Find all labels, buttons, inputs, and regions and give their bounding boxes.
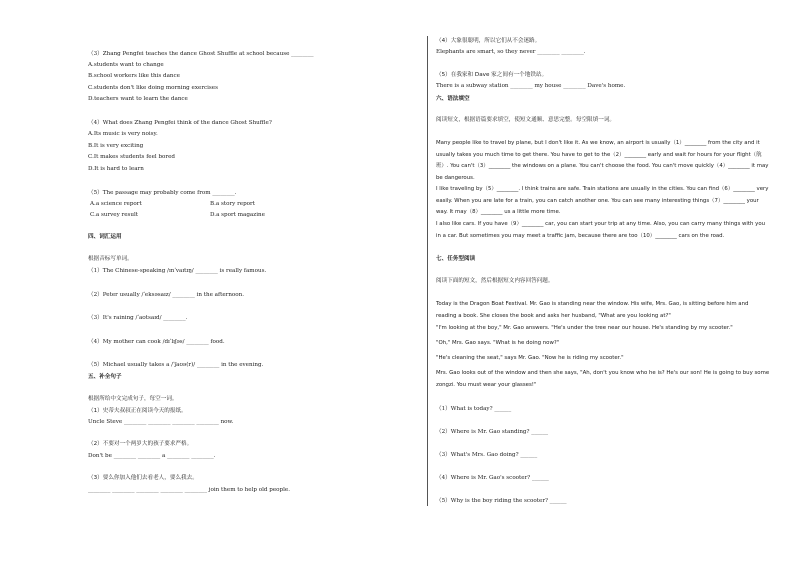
section-4-item-5: （5）Michael usually takes a /ˈʃaʊə(r)/ ________ in the evening. (88, 362, 264, 368)
section-5-item-1-en: Uncle Steve ________ ________ ________ ________ now. (88, 419, 234, 425)
section-7-paragraph-4: "He's cleaning the seat," says Mr. Gao. "Now he is riding my scooter." (436, 355, 624, 361)
question-5-stem: （5）The passage may probably come from ________. (88, 190, 237, 196)
section-5-instruction: 根据所给中文完成句子，每空一词。 (88, 396, 178, 402)
section-7-paragraph-2: "I'm looking at the boy," Mr. Gao answers. "He's under the tree near our house. He's standing by my scooter." (436, 325, 733, 331)
section-7-question-3: （3）What's Mrs. Gao doing? ______ (436, 452, 538, 458)
section-5-item-3-zh: （3）要么你加入他们去看老人，要么我去。 (88, 475, 198, 481)
section-6-instruction: 阅读短文，根据语篇要求填空，使短文通顺、意思完整。每空限填一词。 (436, 117, 616, 123)
question-4-option-b: B.It is very exciting (88, 143, 144, 149)
section-4-item-1: （1）The Chinese-speaking /ɪnˈvaɪtɪŋ/ ________ is really famous. (88, 268, 267, 274)
section-5-item-4-zh: （4）大象很聪明，所以它们从不会迷路。 (436, 38, 541, 44)
section-5-item-2-en: Don't be ________ ________ a ________ ________. (88, 453, 216, 459)
question-3-option-b: B.school workers like this dance (88, 73, 180, 79)
column-divider (427, 36, 428, 506)
section-4-instruction: 根据音标写单词。 (88, 256, 133, 262)
section-6-paragraph-1: Many people like to travel by plane, but I don't like it. As we know, an airport is usually（1）________ from the city and it usually takes you much time to get there. You have to get to the（2）________ early and wait for hours for your flight（航班）. You can't（3）________ the windows on a plane. You can't choose the food. You can't move quickly（4）________ it may be dangerous. (436, 140, 769, 181)
section-4-item-2: （2）Peter usually /ˈeksəsaɪz/ ________ in the afternoon. (88, 292, 245, 298)
question-4-option-d: D.It is hard to learn (88, 166, 144, 172)
question-5-option-a: A.a science report (90, 201, 142, 207)
section-7-paragraph-3: "Oh," Mrs. Gao says. "What is he doing now?" (436, 340, 560, 346)
question-4-stem: （4）What does Zhang Pengfei think of the dance Ghost Shuffle? (88, 120, 272, 126)
question-5-option-c: C.a survey result (90, 212, 139, 218)
question-4-option-c: C.It makes students feel bored (88, 154, 175, 160)
section-5-item-1-zh: （1）史蒂夫叔叔正在阅读今天的报纸。 (88, 408, 187, 414)
section-6-paragraph-3: I also like cars. If you have（9）________ car, you can start your trip at any time. Also, you can carry many things with you in a car. But sometimes you may meet a traffic jam, because there are too（10）________ cars on the road. (436, 221, 766, 239)
section-7-paragraph-1: Today is the Dragon Boat Festival. Mr. Gao is standing near the window. His wife, Mrs. Gao, is sitting before him and reading a book. She closes the book and asks her husband, "What are you looking at?" (436, 301, 749, 319)
section-5-title: 五、补全句子 (88, 374, 122, 380)
section-6-title: 六、语法填空 (436, 96, 470, 102)
section-5-item-4-en: Elephants are smart, so they never ________ ________. (436, 49, 586, 55)
section-4-item-3: （3）It's raining /ˈaʊtsaɪd/ ________. (88, 315, 188, 321)
section-5-item-2-zh: （2）不要对一个两岁大的孩子要求严格。 (88, 441, 193, 447)
question-4-option-a: A.Its music is very noisy. (88, 131, 158, 137)
question-3-option-a: A.students want to change (88, 62, 164, 68)
section-7-title: 七、任务型阅读 (436, 256, 476, 262)
section-7-question-2: （2）Where is Mr. Gao standing? ______ (436, 429, 549, 435)
section-7-question-5: （5）Why is the boy riding the scooter? ______ (436, 498, 567, 504)
section-5-item-5-en: There is a subway station ________ my house ________ Dave's home. (436, 83, 626, 89)
section-6-paragraph-2: I like traveling by（5）________. I think trains are safe. Train stations are usually in the cities. You can find（6）________ very easily. When you are late for a train, you can catch another one. You can see many interesting things（7）________ your way. It may（8）________ us a little more time. (436, 186, 769, 215)
section-4-title: 四、词汇运用 (88, 234, 122, 240)
question-5-option-b: B.a story report (210, 201, 255, 207)
section-5-item-3-en: ________ ________ ________ ________ ________ join them to help old people. (88, 487, 290, 493)
question-3-stem: （3）Zhang Pengfei teaches the dance Ghost Shuffle at school because ________ (88, 51, 314, 57)
section-4-item-4: （4）My mother can cook /dɪˈlɪʃəs/ ________ food. (88, 339, 225, 345)
question-5-option-d: D.a sport magazine (210, 212, 265, 218)
section-7-question-1: （1）What is today? ______ (436, 406, 512, 412)
section-7-paragraph-5: Mrs. Gao looks out of the window and then she says, "Ah, don't you know who he is? He's our son! He is going to buy some zongzi. You must wear your glasses!" (436, 370, 770, 388)
question-3-option-c: C.students don't like doing morning exercises (88, 85, 218, 91)
section-5-item-5-zh: （5）在我家和 Dave 家之间有一个地铁站。 (436, 72, 548, 78)
section-7-instruction: 阅读下面的短文，然后根据短文内容回答问题。 (436, 278, 554, 284)
section-7-question-4: （4）Where is Mr. Gao's scooter? ______ (436, 475, 549, 481)
question-3-option-d: D.teachers want to learn the dance (88, 96, 188, 102)
